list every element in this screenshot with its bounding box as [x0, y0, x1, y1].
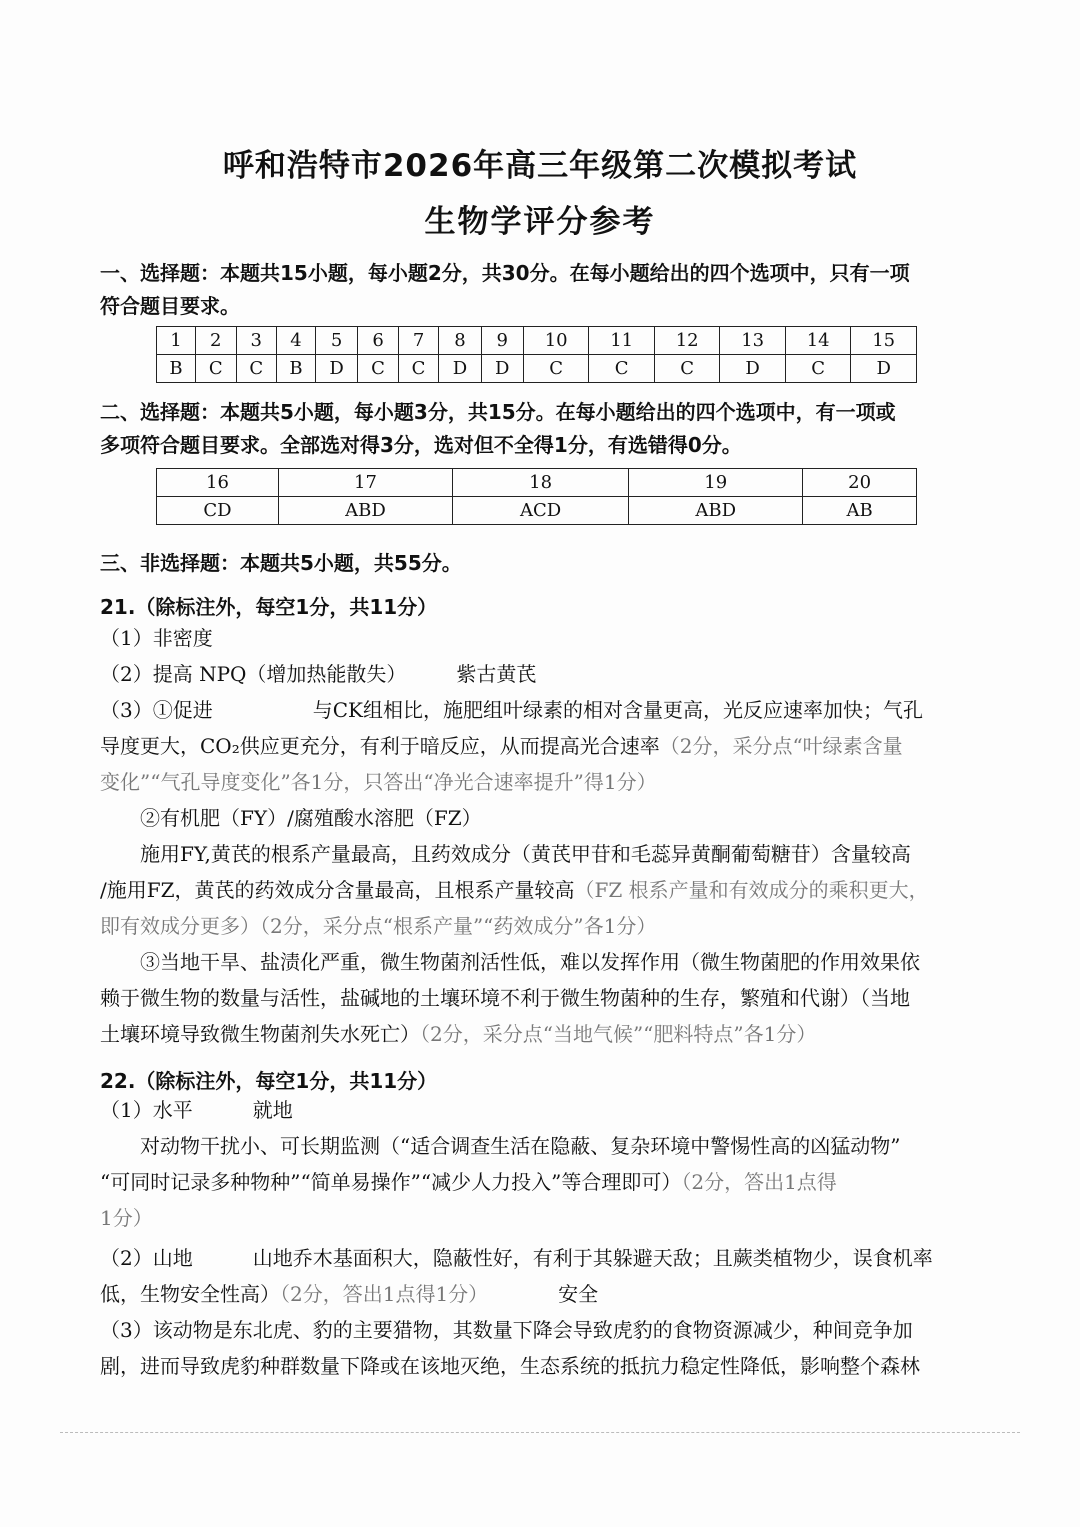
table-cell: C	[785, 355, 851, 383]
table-cell: B	[277, 355, 316, 383]
section2-instruction: 二、选择题：本题共5小题，每小题3分，共15分。在每小题给出的四个选项中，有一项或 多项符合题目要求。全部选对得3分，选对但不全得1分，有选错得0分。	[100, 400, 896, 457]
q21-part3-line1: （3）①促进 与CK组相比，施肥组叶绿素的相对含量更高，光反应速率加快；气孔	[100, 698, 923, 722]
q22-part1: （1）水平 就地	[100, 1098, 293, 1122]
q21-heading: 21.（除标注外，每空1分，共11分）	[100, 595, 438, 619]
table-cell: C	[398, 355, 439, 383]
table-cell: D	[720, 355, 786, 383]
q22-part2: （2）山地 山地乔木基面积大，隐蔽性好，有利于其躲避天敌；且蕨类植物少，误食机率	[100, 1246, 933, 1270]
table-cell: 5	[316, 327, 358, 355]
table-cell: C	[654, 355, 720, 383]
scoring-note: （2分，采分点“当地气候”“肥料特点”各1分）	[420, 1022, 817, 1046]
table-cell: 12	[654, 327, 720, 355]
scoring-note: 变化”“气孔导度变化”各1分，只答出“净光合速率提升”得1分）	[100, 770, 657, 794]
table-cell: C	[523, 355, 589, 383]
table-cell: C	[589, 355, 655, 383]
table-cell: C	[196, 355, 237, 383]
q22-part1-line: 对动物干扰小、可长期监测（“适合调查生活在隐蔽、复杂环境中警惕性高的凶猛动物”	[140, 1134, 901, 1158]
table-cell: C	[358, 355, 399, 383]
table-cell: C	[236, 355, 277, 383]
table-cell: 1	[157, 327, 196, 355]
section2-answer-table	[156, 468, 917, 525]
table-cell: 9	[481, 327, 523, 355]
q21-part2: （2）提高 NPQ（增加热能散失） 紫古黄芪	[100, 662, 537, 686]
table-cell: 13	[720, 327, 786, 355]
table-row	[157, 355, 917, 383]
table-row	[157, 469, 917, 497]
scoring-note: （2分，答出1点得	[681, 1170, 837, 1194]
q21-part3-item3: ③当地干旱、盐渍化严重，微生物菌剂活性低，难以发挥作用（微生物菌肥的作用效果依	[140, 950, 920, 974]
scoring-note: （FZ 根系产量和有效成分的乘积更大，	[574, 878, 929, 902]
section1-answer-table	[156, 326, 917, 383]
table-cell: 11	[589, 327, 655, 355]
table-cell: 3	[236, 327, 277, 355]
table-cell: D	[439, 355, 481, 383]
table-cell: CD	[157, 497, 279, 525]
q21-part3-item2: ②有机肥（FY）/腐殖酸水溶肥（FZ）	[140, 806, 482, 830]
table-cell: ACD	[453, 497, 629, 525]
table-cell: B	[157, 355, 196, 383]
section3-heading: 三、非选择题：本题共5小题，共55分。	[100, 551, 462, 575]
answer-text: 土壤环境导致微生物菌剂失水死亡）	[100, 1022, 420, 1046]
scoring-note: （2分，采分点“叶绿素含量	[659, 734, 903, 758]
section1-instruction: 一、选择题：本题共15小题，每小题2分，共30分。在每小题给出的四个选项中，只有一项 符合题目要求。	[100, 261, 910, 318]
q22-part1-line	[100, 1164, 980, 1200]
table-cell: 15	[851, 327, 917, 355]
table-cell: D	[851, 355, 917, 383]
table-cell: AB	[803, 497, 917, 525]
table-cell: ABD	[279, 497, 453, 525]
q22-heading: 22.（除标注外，每空1分，共11分）	[100, 1069, 438, 1093]
q21-part3-line	[100, 1016, 980, 1052]
table-cell: 8	[439, 327, 481, 355]
page-bottom-rule	[60, 1432, 1020, 1433]
q21-part3-line: 施用FY,黄芪的根系产量最高，且药效成分（黄芪甲苷和毛蕊异黄酮葡萄糖苷）含量较高	[140, 842, 911, 866]
table-cell: 10	[523, 327, 589, 355]
q21-part3-line: 赖于微生物的数量与活性，盐碱地的土壤环境不利于微生物菌种的生存，繁殖和代谢）（当地	[100, 986, 910, 1010]
table-row	[157, 327, 917, 355]
q22-part3-line: 剧，进而导致虎豹种群数量下降或在该地灭绝，生态系统的抵抗力稳定性降低，影响整个森林	[100, 1354, 920, 1378]
q22-part2-line	[100, 1276, 980, 1312]
table-cell: 16	[157, 469, 279, 497]
table-cell: 6	[358, 327, 399, 355]
table-cell: 18	[453, 469, 629, 497]
table-cell: 20	[803, 469, 917, 497]
scoring-note: （2分，答出1点得1分）	[280, 1282, 479, 1306]
table-cell: ABD	[629, 497, 803, 525]
page-subtitle: 生物学评分参考	[424, 204, 656, 240]
answer-text: “可同时记录多种物种”“简单易操作”“减少人力投入”等合理即可）	[100, 1170, 682, 1194]
q22-part3: （3）该动物是东北虎、豹的主要猎物，其数量下降会导致虎豹的食物资源减少，种间竞争加	[100, 1318, 913, 1342]
table-cell: 4	[277, 327, 316, 355]
table-cell: 2	[196, 327, 237, 355]
q21-part3-line	[100, 872, 980, 908]
answer-text: 导度更大，CO₂供应更充分，有利于暗反应，从而提高光合速率	[100, 734, 660, 758]
scoring-note: 1分）	[100, 1206, 153, 1230]
table-cell: D	[481, 355, 523, 383]
answer-text: 安全	[478, 1282, 599, 1306]
answer-text: /施用FZ，黄芪的药效成分含量最高，且根系产量较高	[100, 878, 575, 902]
table-cell: 19	[629, 469, 803, 497]
table-cell: 17	[279, 469, 453, 497]
q21-part1: （1）非密度	[100, 626, 213, 650]
q21-part3-line2	[100, 728, 980, 764]
table-cell: 14	[785, 327, 851, 355]
table-cell: D	[316, 355, 358, 383]
scoring-note: 即有效成分更多）（2分，采分点“根系产量”“药效成分”各1分）	[100, 914, 657, 938]
answer-text: 低，生物安全性高）	[100, 1282, 280, 1306]
page-title: 呼和浩特市2026年高三年级第二次模拟考试	[222, 148, 858, 184]
table-cell: 7	[398, 327, 439, 355]
table-row	[157, 497, 917, 525]
